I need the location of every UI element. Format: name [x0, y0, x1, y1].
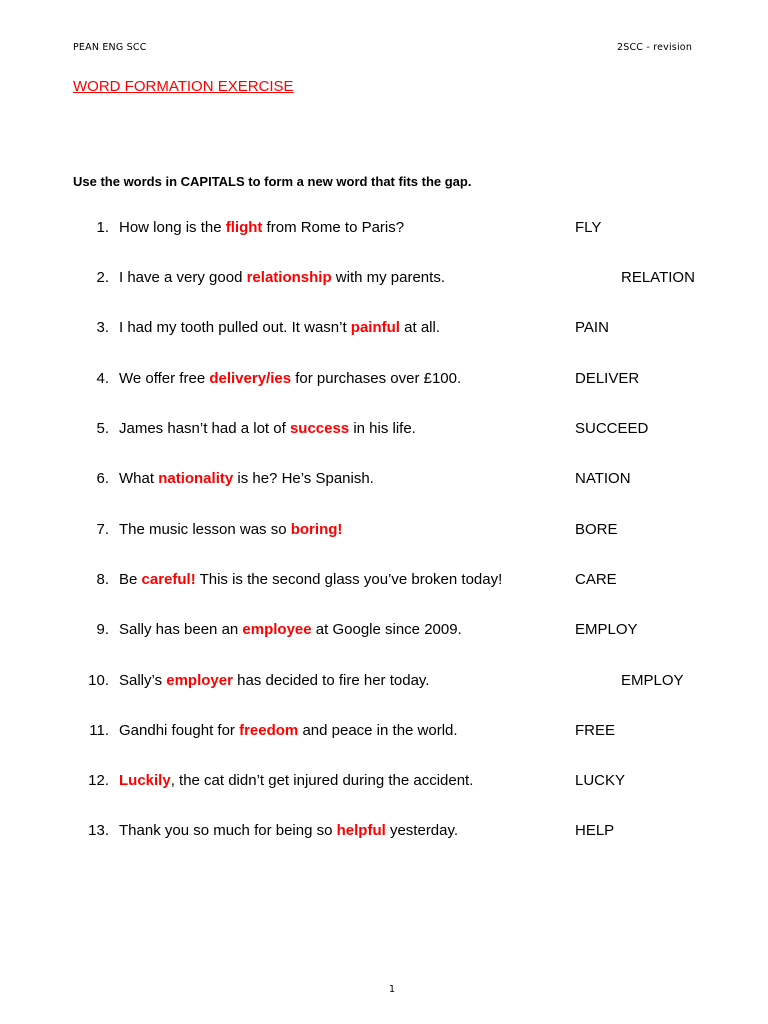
item-sentence: We offer free delivery/ies for purchases over £100. — [119, 370, 462, 387]
exercise-item — [0, 772, 768, 794]
item-number: 1. — [96, 219, 109, 236]
item-sentence: Luckily, the cat didn’t get injured during the accident. — [119, 772, 474, 789]
item-answer: helpful — [336, 822, 386, 839]
item-number: 10. — [88, 672, 109, 689]
exercise-item — [0, 722, 768, 744]
exercise-item — [0, 219, 768, 241]
item-answer: relationship — [246, 269, 332, 286]
item-sentence: Thank you so much for being so helpful yesterday. — [119, 822, 459, 839]
item-sentence: Sally’s employer has decided to fire her today. — [119, 672, 430, 689]
item-base-word: EMPLOY — [621, 672, 684, 689]
item-number: 11. — [89, 722, 109, 739]
item-number: 12. — [88, 772, 109, 789]
item-sentence: What nationality is he? He’s Spanish. — [119, 470, 374, 487]
item-base-word: LUCKY — [575, 772, 626, 789]
item-answer: careful! — [141, 571, 196, 588]
item-number: 5. — [96, 420, 109, 437]
exercise-item — [0, 672, 768, 694]
item-base-word: RELATION — [621, 269, 695, 286]
item-base-word: SUCCEED — [575, 420, 649, 437]
item-number: 4. — [96, 370, 109, 387]
item-sentence: James hasn’t had a lot of success in his life. — [119, 420, 416, 437]
page-number: 1 — [389, 984, 396, 995]
item-number: 6. — [96, 470, 109, 487]
item-sentence: The music lesson was so boring! — [119, 521, 343, 538]
exercise-item — [0, 571, 768, 593]
item-number: 13. — [88, 822, 109, 839]
item-number: 7. — [96, 521, 109, 538]
exercise-item — [0, 370, 768, 392]
item-answer: employer — [166, 672, 233, 689]
item-base-word: NATION — [575, 470, 631, 487]
item-number: 8. — [96, 571, 109, 588]
item-sentence: Gandhi fought for freedom and peace in the world. — [119, 722, 458, 739]
item-base-word: HELP — [575, 822, 615, 839]
exercise-item — [0, 621, 768, 643]
item-base-word: CARE — [575, 571, 617, 588]
item-answer: Luckily — [119, 772, 171, 789]
item-sentence: How long is the flight from Rome to Paris? — [119, 219, 405, 236]
item-answer: employee — [242, 621, 312, 638]
item-answer: nationality — [158, 470, 234, 487]
item-base-word: EMPLOY — [575, 621, 638, 638]
item-answer: success — [289, 420, 350, 437]
item-base-word: PAIN — [575, 319, 609, 336]
item-answer: freedom — [239, 722, 299, 739]
item-sentence: Be careful! This is the second glass you’ve broken today! — [119, 571, 503, 588]
item-base-word: DELIVER — [575, 370, 640, 387]
exercise-item — [0, 420, 768, 442]
header-left: PEAN ENG SCC — [73, 42, 147, 53]
item-base-word: FLY — [575, 219, 602, 236]
header-right: 2SCC - revision — [617, 42, 693, 53]
exercise-item — [0, 521, 768, 543]
item-answer: painful — [350, 319, 400, 336]
exercise-item — [0, 269, 768, 291]
item-answer: delivery/ies — [209, 370, 292, 387]
item-sentence: Sally has been an employee at Google since 2009. — [119, 621, 462, 638]
item-answer: flight — [225, 219, 263, 236]
item-answer: boring! — [290, 521, 343, 538]
item-number: 9. — [96, 621, 109, 638]
item-number: 2. — [96, 269, 109, 286]
item-number: 3. — [96, 319, 109, 336]
instructions: Use the words in CAPITALS to form a new word that fits the gap. — [73, 174, 472, 189]
item-base-word: FREE — [575, 722, 616, 739]
page-title: WORD FORMATION EXERCISE — [73, 78, 294, 95]
exercise-item — [0, 822, 768, 844]
item-base-word: BORE — [575, 521, 618, 538]
item-sentence: I have a very good relationship with my parents. — [119, 269, 445, 286]
exercise-item — [0, 319, 768, 341]
exercise-item — [0, 470, 768, 492]
item-sentence: I had my tooth pulled out. It wasn’t painful at all. — [119, 319, 440, 336]
